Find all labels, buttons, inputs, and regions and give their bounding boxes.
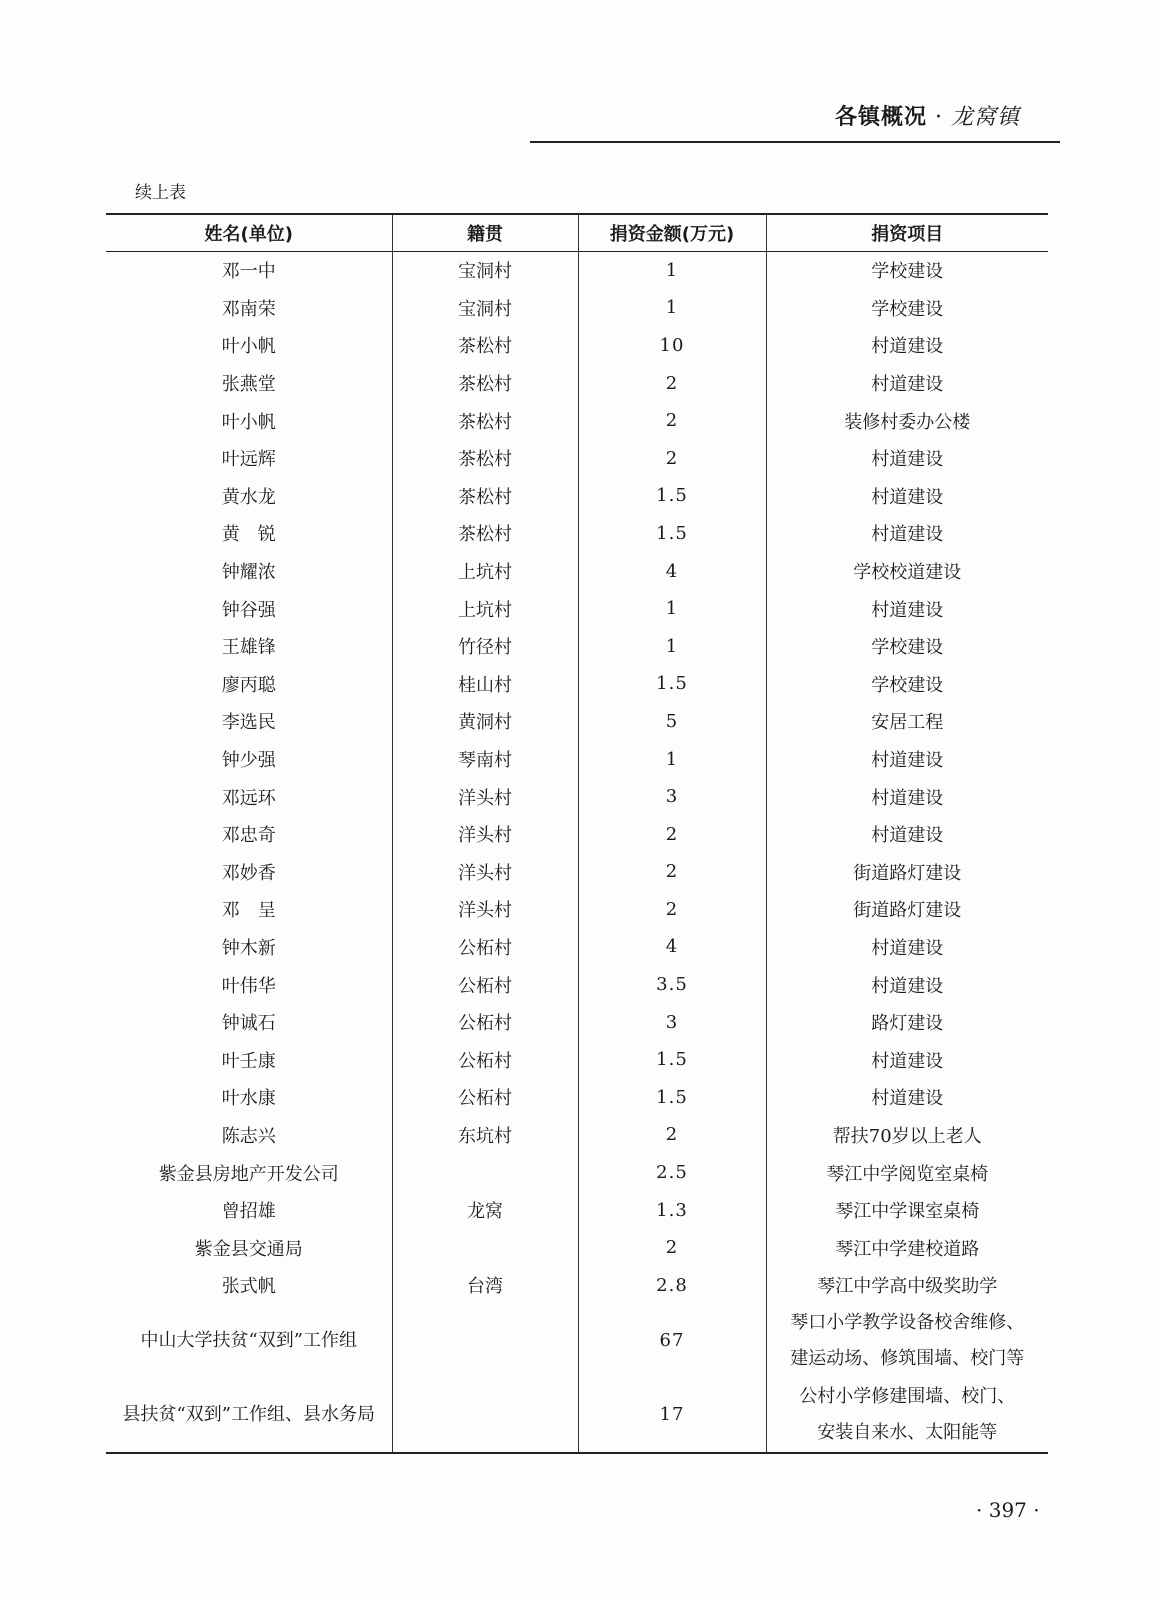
- cell-origin: [392, 1154, 578, 1192]
- cell-amount: 2: [578, 815, 766, 853]
- table-row: [106, 778, 1048, 816]
- cell-name: 叶远辉: [221, 449, 276, 471]
- cell-name: 张燕堂: [221, 374, 276, 396]
- cell-name: 黄水龙: [221, 486, 276, 508]
- cell-origin: 宝洞村: [392, 289, 578, 327]
- cell-name: 叶伟华: [221, 975, 276, 997]
- cell-origin: [392, 1229, 578, 1267]
- cell-amount: 4: [578, 552, 766, 590]
- table-header-row: [106, 214, 1048, 251]
- cell-origin: 上坑村: [392, 552, 578, 590]
- cell-name: 钟诚石: [221, 1013, 276, 1035]
- column-header-origin: 籍贯: [392, 214, 578, 251]
- cell-name: 李选民: [221, 712, 276, 734]
- table-row: [106, 1229, 1048, 1267]
- cell-origin: 洋头村: [392, 778, 578, 816]
- cell-name: 王雄锋: [221, 637, 276, 659]
- cell-amount: 2: [578, 402, 766, 440]
- table-row: [106, 515, 1048, 553]
- page-number: · 397 ·: [976, 1498, 1040, 1522]
- cell-name: 钟耀浓: [221, 562, 276, 584]
- table-row: [106, 1041, 1048, 1079]
- cell-amount: 2.8: [578, 1267, 766, 1305]
- cell-amount: 1.5: [578, 1079, 766, 1117]
- table-row: [106, 1003, 1048, 1041]
- cell-project: 村道建设: [766, 477, 1048, 515]
- cell-project: 村道建设: [766, 778, 1048, 816]
- table-row: [106, 815, 1048, 853]
- cell-name: 紫金县交通局: [194, 1238, 303, 1260]
- cell-origin: 洋头村: [392, 853, 578, 891]
- cell-name: 叶小帆: [221, 411, 276, 433]
- section-title: 各镇概况: [834, 105, 927, 130]
- table-row: [106, 477, 1048, 515]
- table-row: [106, 1191, 1048, 1229]
- cell-amount: 1.5: [578, 515, 766, 553]
- cell-name: 钟少强: [221, 750, 276, 772]
- cell-project: 村道建设: [766, 740, 1048, 778]
- cell-project: 装修村委办公楼: [766, 402, 1048, 440]
- cell-name: 叶壬康: [221, 1050, 276, 1072]
- donation-table-container: [106, 213, 1048, 1454]
- cell-project: 村道建设: [766, 1079, 1048, 1117]
- subsection-title: 龙窝镇: [950, 105, 1020, 130]
- cell-project: 村道建设: [766, 1041, 1048, 1079]
- cell-name: 张式帆: [221, 1276, 276, 1298]
- cell-name: 廖丙聪: [221, 674, 276, 696]
- cell-project: 学校校道建设: [766, 552, 1048, 590]
- cell-origin: 上坑村: [392, 590, 578, 628]
- table-row: [106, 327, 1048, 365]
- table-continuation-note: 续上表: [135, 183, 186, 203]
- cell-origin: 宝洞村: [392, 251, 578, 289]
- cell-name: 钟谷强: [221, 599, 276, 621]
- cell-name: 黄 锐: [221, 524, 276, 546]
- project-line: 琴口小学教学设备校舍维修、: [790, 1312, 1025, 1334]
- cell-origin: 茶松村: [392, 515, 578, 553]
- cell-amount: 1: [578, 289, 766, 327]
- cell-amount: 17: [578, 1378, 766, 1453]
- table-row: [106, 740, 1048, 778]
- cell-amount: 1.5: [578, 477, 766, 515]
- cell-project: 街道路灯建设: [766, 853, 1048, 891]
- cell-amount: 1: [578, 627, 766, 665]
- cell-project: [766, 1378, 1048, 1453]
- cell-project: 帮扶70岁以上老人: [766, 1116, 1048, 1154]
- table-row: [106, 289, 1048, 327]
- cell-project: 安居工程: [766, 703, 1048, 741]
- cell-name: 邓南荣: [221, 298, 276, 320]
- cell-project: 村道建设: [766, 590, 1048, 628]
- table-row: [106, 1378, 1048, 1453]
- cell-origin: 茶松村: [392, 364, 578, 402]
- cell-name: 叶水康: [221, 1088, 276, 1110]
- cell-name: 陈志兴: [221, 1125, 276, 1147]
- cell-amount: 5: [578, 703, 766, 741]
- cell-project: 村道建设: [766, 928, 1048, 966]
- table-row: [106, 627, 1048, 665]
- cell-project: 村道建设: [766, 515, 1048, 553]
- cell-project: 琴江中学高中级奖助学: [766, 1267, 1048, 1305]
- table-row: [106, 1304, 1048, 1378]
- column-header-name: 姓名(单位): [106, 214, 392, 251]
- cell-amount: 1.3: [578, 1191, 766, 1229]
- table-row: [106, 439, 1048, 477]
- cell-amount: 2: [578, 1229, 766, 1267]
- cell-name: 叶小帆: [221, 336, 276, 358]
- cell-origin: 洋头村: [392, 891, 578, 929]
- table-row: [106, 1116, 1048, 1154]
- table-row: [106, 402, 1048, 440]
- cell-amount: 3.5: [578, 966, 766, 1004]
- cell-origin: [392, 1304, 578, 1378]
- column-header-project: 捐资项目: [766, 214, 1048, 251]
- cell-project: 学校建设: [766, 627, 1048, 665]
- table-body: [106, 251, 1048, 1453]
- donation-table: [106, 213, 1048, 1454]
- cell-origin: 茶松村: [392, 327, 578, 365]
- cell-name: 邓忠奇: [221, 825, 276, 847]
- cell-origin: 茶松村: [392, 439, 578, 477]
- table-row: [106, 853, 1048, 891]
- cell-project: 琴江中学阅览室桌椅: [766, 1154, 1048, 1192]
- cell-name: 中山大学扶贫“双到”工作组: [140, 1330, 357, 1352]
- cell-amount: 2.5: [578, 1154, 766, 1192]
- cell-amount: 2: [578, 891, 766, 929]
- cell-amount: 2: [578, 853, 766, 891]
- cell-project: 路灯建设: [766, 1003, 1048, 1041]
- header-rule: [530, 141, 1060, 143]
- cell-origin: 东坑村: [392, 1116, 578, 1154]
- cell-origin: 洋头村: [392, 815, 578, 853]
- table-row: [106, 1267, 1048, 1305]
- table-row: [106, 364, 1048, 402]
- cell-origin: 公柘村: [392, 966, 578, 1004]
- table-row: [106, 251, 1048, 289]
- column-header-amount: 捐资金额(万元): [578, 214, 766, 251]
- cell-amount: 10: [578, 327, 766, 365]
- cell-origin: 茶松村: [392, 402, 578, 440]
- project-line: 安装自来水、太阳能等: [817, 1422, 998, 1444]
- cell-name: 曾招雄: [221, 1201, 276, 1223]
- cell-amount: 2: [578, 439, 766, 477]
- table-row: [106, 928, 1048, 966]
- cell-project: 街道路灯建设: [766, 891, 1048, 929]
- table-row: [106, 552, 1048, 590]
- cell-project: 学校建设: [766, 665, 1048, 703]
- table-row: [106, 590, 1048, 628]
- cell-amount: 2: [578, 364, 766, 402]
- cell-name: 邓远环: [221, 787, 276, 809]
- cell-project: 村道建设: [766, 815, 1048, 853]
- cell-name: 县扶贫“双到”工作组、县水务局: [106, 1378, 392, 1453]
- table-row: [106, 1079, 1048, 1117]
- cell-origin: 公柘村: [392, 1079, 578, 1117]
- cell-project: 琴江中学课室桌椅: [766, 1191, 1048, 1229]
- cell-name: 邓 呈: [221, 900, 276, 922]
- cell-amount: 67: [578, 1304, 766, 1378]
- project-line: 公村小学修建围墙、校门、: [799, 1386, 1016, 1408]
- cell-origin: 琴南村: [392, 740, 578, 778]
- cell-amount: 2: [578, 1116, 766, 1154]
- table-row: [106, 966, 1048, 1004]
- cell-amount: 4: [578, 928, 766, 966]
- title-separator: ·: [934, 105, 943, 130]
- cell-amount: 1: [578, 251, 766, 289]
- cell-project: [766, 1304, 1048, 1378]
- cell-origin: 公柘村: [392, 1003, 578, 1041]
- project-line: 建运动场、修筑围墙、校门等: [790, 1348, 1025, 1370]
- cell-origin: 茶松村: [392, 477, 578, 515]
- cell-origin: 竹径村: [392, 627, 578, 665]
- cell-project: 琴江中学建校道路: [766, 1229, 1048, 1267]
- cell-origin: 桂山村: [392, 665, 578, 703]
- cell-amount: 1.5: [578, 1041, 766, 1079]
- table-row: [106, 703, 1048, 741]
- cell-origin: 公柘村: [392, 1041, 578, 1079]
- cell-project: 学校建设: [766, 289, 1048, 327]
- cell-origin: 公柘村: [392, 928, 578, 966]
- cell-amount: 1: [578, 740, 766, 778]
- cell-project: 村道建设: [766, 364, 1048, 402]
- cell-amount: 3: [578, 778, 766, 816]
- cell-origin: [392, 1378, 578, 1453]
- cell-origin: 黄洞村: [392, 703, 578, 741]
- cell-origin: 台湾: [392, 1267, 578, 1305]
- running-head: [835, 100, 1020, 131]
- table-row: [106, 891, 1048, 929]
- table-row: [106, 665, 1048, 703]
- cell-project: 村道建设: [766, 439, 1048, 477]
- cell-name: 邓一中: [221, 261, 276, 283]
- cell-origin: 龙窝: [392, 1191, 578, 1229]
- cell-project: 学校建设: [766, 251, 1048, 289]
- cell-name: 紫金县房地产开发公司: [158, 1163, 339, 1185]
- cell-name: 邓妙香: [221, 862, 276, 884]
- cell-name: 钟木新: [221, 937, 276, 959]
- cell-project: 村道建设: [766, 966, 1048, 1004]
- cell-amount: 3: [578, 1003, 766, 1041]
- cell-amount: 1: [578, 590, 766, 628]
- table-row: [106, 1154, 1048, 1192]
- cell-project: 村道建设: [766, 327, 1048, 365]
- cell-amount: 1.5: [578, 665, 766, 703]
